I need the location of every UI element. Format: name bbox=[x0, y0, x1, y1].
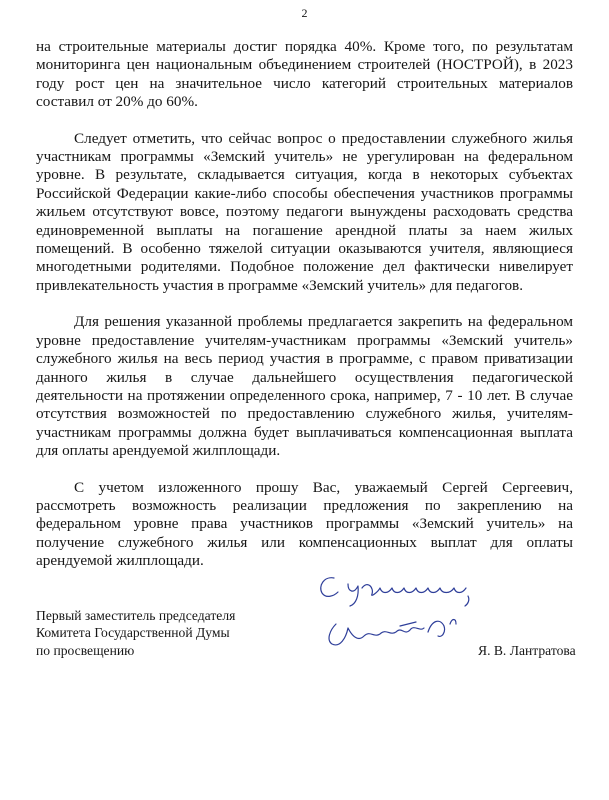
letter-body bbox=[36, 38, 573, 571]
paragraph-continuation: на строительные материалы достиг порядка 40%. Кроме того, по результатам мониторинга цен национальным объединением строителей (НОСТРОЙ), в 2023 году рост цен на значительное число категорий строительных материалов составил от 20% до 60%. bbox=[36, 38, 573, 111]
paragraph-request: С учетом изложенного прошу Вас, уважаемый Сергей Сергеевич, рассмотреть возможность реализации предложения по закреплению на федеральном уровне права участников программы «Земский учитель» на получение служебного жилья или компенсационных выплат для оплаты арендуемой жилплощади. bbox=[36, 478, 573, 570]
signatory-title bbox=[36, 607, 235, 659]
paragraph-housing-issue: Следует отметить, что сейчас вопрос о предоставлении служебного жилья участникам программы «Земский учитель» не урегулирован на федеральном уровне. В результате, складывается ситуация, когда в некоторых субъектах Российской Федерации какие-либо способы обеспечения участников программы жильем отсутствуют вовсе, поэтому педагоги вынуждены расходовать средства единовременной выплаты на погашение арендной платы за наем жилых помещений. В особенно тяжелой ситуации оказываются учителя, являющиеся многодетными родителями. Подобное положение дел фактически нивелирует привлекательность участия в программе «Земский учитель» для педагогов. bbox=[36, 129, 573, 294]
signatory-name: Я. В. Лантратова bbox=[478, 643, 576, 658]
signature-autograph-stroke bbox=[329, 624, 424, 645]
signatory-title-line: Комитета Государственной Думы bbox=[36, 625, 230, 641]
signature-autograph-stroke bbox=[400, 622, 416, 626]
paragraph-proposal: Для решения указанной проблемы предлагается закрепить на федеральном уровне предоставление учителям-участникам программы «Земский учитель» служебного жилья на весь период участия в программе, с правом приватизации данного жилья в случае дальнейшего осуществления педагогической деятельности на протяжении определенного срока, например, 7 - 10 лет. В случае отсутствия возможностей по предоставлению служебного жилья, учителям-участникам программы должна будет выплачиваться компенсационная выплата для оплаты арендуемой жилплощади. bbox=[36, 313, 573, 460]
signature-autograph-stroke bbox=[450, 620, 456, 625]
signature-greeting-stroke bbox=[348, 584, 358, 606]
signature-autograph-stroke bbox=[428, 621, 445, 636]
page-number: 2 bbox=[301, 6, 308, 20]
signature-greeting-stroke bbox=[362, 585, 466, 596]
signatory-title-line: Первый заместитель председателя bbox=[36, 608, 236, 623]
signature-greeting-stroke bbox=[321, 578, 338, 597]
handwritten-signature bbox=[304, 566, 490, 672]
signatory-title-line: по просвещению bbox=[36, 642, 135, 658]
signature-greeting-stroke bbox=[465, 596, 469, 606]
